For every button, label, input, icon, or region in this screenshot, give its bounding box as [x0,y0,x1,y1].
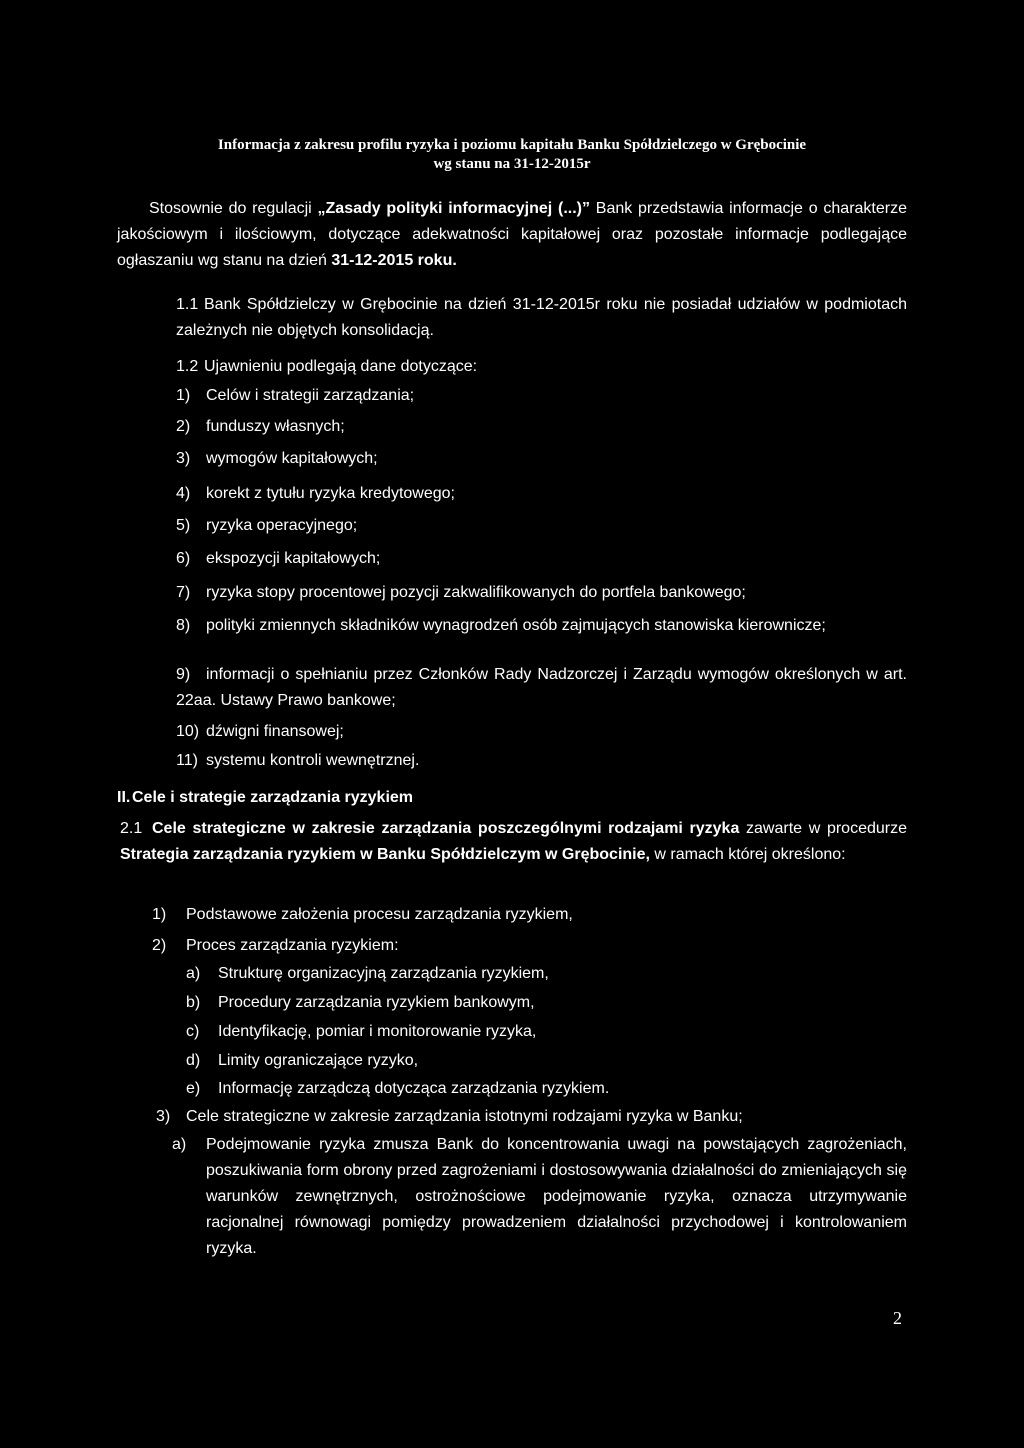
paragraph-2-1-mid: zawarte w procedurze [739,820,907,837]
sub-list-item-text: Podejmowanie ryzyka zmusza Bank do koncentrowania uwagi na powstających zagrożeniach, poszukiwania form obrony przed zagrożeniami i dostosowywania działalności do zmieniających się warunków zewnętrznych, ostrożnościowe podejmowanie ryzyka, oznacza utrzymywanie racjonalnej równowagi pomiędzy prowadzeniem działalności przychodowej i kontrolowaniem ryzyka. [206,1136,907,1257]
paragraph-2-1 [120,816,907,868]
list-item: 6) ekspozycji kapitałowych; [176,550,381,567]
list-item: 3) Cele strategiczne w zakresie zarządzania istotnymi rodzajami ryzyka w Banku; [156,1108,743,1125]
paragraph-1-1-text: Bank Spółdzielczy w Grębocinie na dzień 31-12-2015r roku nie posiadał udziałów w podmiotach zależnych nie objętych konsolidacją. [176,296,907,339]
list-item: 2) Proces zarządzania ryzykiem: [152,937,399,954]
header-title: Informacja z zakresu profilu ryzyka i poziomu kapitału Banku Spółdzielczego w Grębocinie [217,137,807,153]
intro-post: Bank przedstawia informacje o charakterze jakościowym i ilościowym, dotyczące adekwatności kapitałowej oraz pozostałe informacje podlegające ogłaszaniu wg stanu na dzień [117,200,907,269]
list-item: 11) systemu kontroli wewnętrznej. [176,752,420,769]
sub-list-item: c) Identyfikację, pomiar i monitorowanie ryzyka, [186,1023,537,1040]
paragraph-1-2 [176,354,907,380]
page-number: 2 [893,1308,902,1328]
list-item: 3) wymogów kapitałowych; [176,450,378,467]
paragraph-1-1 [176,292,907,344]
section-2-title: Cele i strategie zarządzania ryzykiem [132,789,414,806]
paragraph-1-2-number: 1.2 [176,358,199,375]
intro-pre: Stosownie do regulacji [149,200,318,217]
paragraph-1-2-text: Ujawnieniu podlegają dane dotyczące: [204,358,478,375]
list-item: 1) Celów i strategii zarządzania; [176,387,415,404]
paragraph-2-1-bold1: Cele strategiczne w zakresie zarządzania poszczególnymi rodzajami ryzyka [152,820,740,837]
intro-date: 31-12-2015 roku. [331,252,457,269]
sub-list-item: a) Strukturę organizacyjną zarządzania ryzykiem, [186,965,549,982]
document-header [0,136,1024,174]
sub-list-item: b) Procedury zarządzania ryzykiem bankowym, [186,994,535,1011]
list-item: 10) dźwigni finansowej; [176,723,344,740]
list-item: 8) polityki zmiennych składników wynagrodzeń osób zajmujących stanowiska kierownicze; [176,617,826,634]
intro-paragraph [117,196,907,274]
list-item: 2) funduszy własnych; [176,418,345,435]
intro-bold: „Zasady polityki informacyjnej (...)” [317,200,590,217]
sub-list-item: e) Informację zarządczą dotycząca zarządzania ryzykiem. [186,1080,610,1097]
paragraph-2-1-bold2: Strategia zarządzania ryzykiem w Banku Spółdzielczym w Grębocinie, [120,846,650,863]
section-2-heading [117,786,414,810]
section-2-roman: II. [117,789,131,806]
sub-list-item: d) Limity ograniczające ryzyko, [186,1052,419,1069]
paragraph-2-1-post: w ramach której określono: [649,846,846,863]
header-date: wg stanu na 31-12-2015r [433,156,591,172]
list-item: 9) informacji o spełnianiu przez Członków Rady Nadzorczej i Zarządu wymogów określonych w art. 22aa. Ustawy Prawo bankowe; [176,666,907,709]
paragraph-1-1-number: 1.1 [176,296,199,313]
paragraph-2-1-number: 2.1 [120,820,143,837]
list-item: 1) Podstawowe założenia procesu zarządzania ryzykiem, [152,906,573,923]
list-item: 7) ryzyka stopy procentowej pozycji zakwalifikowanych do portfela bankowego; [176,584,746,601]
list-item: 5) ryzyka operacyjnego; [176,517,358,534]
list-item: 4) korekt z tytułu ryzyka kredytowego; [176,485,455,502]
sub-list-item: a) Podejmowanie ryzyka zmusza Bank do koncentrowania uwagi na powstających zagrożeniach, poszukiwania form obrony przed zagrożeniami i dostosowywania działalności do zmieniających się warunków zewnętrznych, ostrożnościowe podejmowanie ryzyka, oznacza utrzymywanie racjonalnej równowagi pomiędzy prowadzeniem działalności przychodowej i kontrolowaniem ryzyka. [172,1132,907,1262]
